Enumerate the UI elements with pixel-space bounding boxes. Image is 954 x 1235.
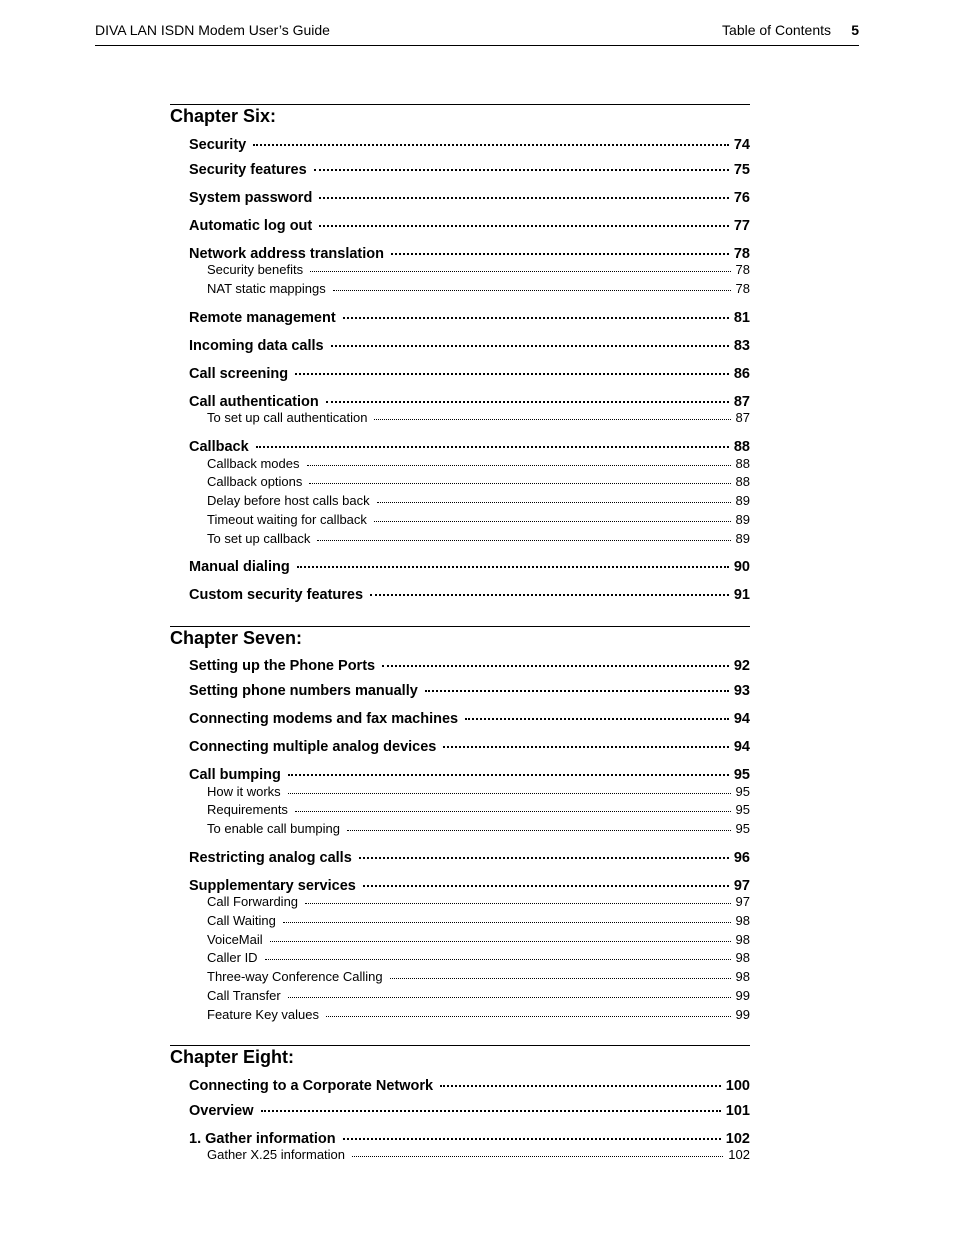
toc-entry-label: Security benefits [207,262,304,277]
toc-entry-page: 88 [733,438,750,455]
toc-entry-page: 98 [735,950,750,965]
toc-entry-label: Restricting analog calls [189,849,352,866]
toc-subentry[interactable] [207,472,750,489]
toc-entry[interactable] [189,185,750,206]
dot-leader [256,431,729,448]
toc-subentry[interactable] [207,260,750,277]
toc-entry-label: Call Forwarding [207,894,299,909]
toc-entry-label: Connecting multiple analog devices [189,738,437,755]
toc-entry-label: Setting phone numbers manually [189,682,418,699]
dot-leader [347,817,731,831]
page-header [95,21,859,46]
toc-entry-label: Incoming data calls [189,337,324,354]
dot-leader [443,731,729,748]
toc-entry-page: 100 [725,1077,750,1094]
dot-leader [309,470,730,484]
toc-subentry[interactable] [207,1145,750,1162]
toc-entry-page: 89 [735,512,750,527]
toc-entry-page: 102 [725,1130,750,1147]
toc-entry-label: How it works [207,784,281,799]
toc-entry-page: 96 [733,849,750,866]
toc-entry-page: 94 [733,710,750,727]
chapter-section [170,1045,750,1162]
dot-leader [425,675,729,692]
chapter-section [170,626,750,1022]
dot-leader [307,452,731,466]
toc-entry-page: 97 [735,894,750,909]
dot-leader [390,965,731,979]
toc-subentry[interactable] [207,510,750,527]
dot-leader [326,386,729,403]
toc-subentry[interactable] [207,819,750,836]
toc-entry-page: 87 [733,393,750,410]
toc-entry-label: Call authentication [189,393,319,410]
dot-leader [295,358,729,375]
chapter-title: Chapter Eight: [170,1047,294,1067]
dot-leader [305,890,730,904]
toc-entry[interactable] [189,157,750,178]
toc-entry-page: 76 [733,189,750,206]
toc-entry-label: Network address translation [189,245,384,262]
toc-entry-page: 75 [733,161,750,178]
dot-leader [319,210,729,227]
toc-subentry[interactable] [207,930,750,947]
dot-leader [333,277,731,291]
toc-entry-page: 94 [733,738,750,755]
dot-leader [295,798,731,812]
toc-entry-label: Call screening [189,365,289,382]
toc-entry-page: 95 [733,766,750,783]
toc-entry-label: VoiceMail [207,932,263,947]
toc-entry-label: Custom security features [189,586,364,603]
toc-entry-label: Timeout waiting for callback [207,512,367,527]
dot-leader [374,406,730,420]
toc-entry-label: Call bumping [189,766,281,783]
toc-subentry[interactable] [207,1005,750,1022]
toc-entry[interactable] [189,706,750,727]
toc-entry-label: Connecting modems and fax machines [189,710,459,727]
toc-subentry[interactable] [207,948,750,965]
dot-leader [288,759,729,776]
toc-entry[interactable] [189,361,750,382]
toc-subentry[interactable] [207,279,750,296]
toc-entry-label: Call Waiting [207,913,276,928]
toc-entry-label: To set up callback [207,531,311,546]
toc-subentry[interactable] [207,967,750,984]
toc-entry-label: System password [189,189,313,206]
toc-entry-page: 93 [733,682,750,699]
toc-entry-label: Three-way Conference Calling [207,969,383,984]
toc-entry-page: 91 [733,586,750,603]
toc-entry-page: 92 [733,657,750,674]
toc-subentry[interactable] [207,986,750,1003]
toc-entry-page: 88 [735,474,750,489]
dot-leader [440,1070,721,1087]
toc-entry-page: 78 [735,262,750,277]
dot-leader [317,527,730,541]
toc-entry-page: 99 [735,1007,750,1022]
guide-title: DIVA LAN ISDN Modem User’s Guide [95,22,330,38]
toc-entry-page: 89 [735,531,750,546]
dot-leader [288,780,731,794]
toc-entry-page: 89 [735,493,750,508]
dot-leader [465,703,729,720]
toc-entry[interactable] [189,678,750,699]
toc-entry-page: 98 [735,913,750,928]
toc-entry-label: Callback options [207,474,303,489]
toc-entry-page: 78 [733,245,750,262]
toc-entry-page: 95 [735,784,750,799]
dot-leader [343,1123,721,1140]
toc-entry-label: Requirements [207,802,288,817]
toc-entry-page: 101 [725,1102,750,1119]
section-title: Table of Contents [722,22,831,38]
dot-leader [331,330,729,347]
page-number: 5 [851,22,859,38]
toc-entry-label: Automatic log out [189,217,313,234]
toc-entry[interactable] [189,333,750,354]
toc-subentry[interactable] [207,491,750,508]
toc-entry[interactable] [189,1073,750,1094]
toc-entry-page: 95 [735,802,750,817]
toc-entry[interactable] [189,213,750,234]
toc-entry-label: Setting up the Phone Ports [189,657,376,674]
toc-entry-page: 88 [735,456,750,471]
toc-entry[interactable] [189,554,750,575]
toc-entry-page: 81 [733,309,750,326]
dot-leader [374,508,731,522]
toc-entry-label: Caller ID [207,950,258,965]
toc-entry[interactable] [189,734,750,755]
toc-entry[interactable] [189,1098,750,1119]
dot-leader [288,984,731,998]
toc-subentry[interactable] [207,782,750,799]
toc-entry-page: 95 [735,821,750,836]
dot-leader [314,154,729,171]
toc-subentry[interactable] [207,454,750,471]
toc-entry-label: Manual dialing [189,558,290,575]
toc-entry-page: 83 [733,337,750,354]
dot-leader [297,551,729,568]
toc-subentry[interactable] [207,800,750,817]
toc-entry-label: To set up call authentication [207,410,368,425]
dot-leader [382,650,729,667]
chapter-title: Chapter Six: [170,106,277,126]
dot-leader [352,1143,723,1157]
toc-entry-page: 86 [733,365,750,382]
dot-leader [391,238,729,255]
toc-entry-label: Supplementary services [189,877,356,894]
toc-entry-label: Remote management [189,309,336,326]
dot-leader [253,129,729,146]
dot-leader [359,842,729,859]
toc-entry[interactable] [189,653,750,674]
toc-entry-label: Callback modes [207,456,300,471]
toc-entry[interactable] [189,132,750,153]
toc-entry-page: 102 [728,1147,750,1162]
dot-leader [261,1095,721,1112]
toc-entry-label: Security features [189,161,307,178]
toc-entry-page: 77 [733,217,750,234]
toc-subentry[interactable] [207,408,750,425]
toc-entry-label: 1. Gather information [189,1130,336,1147]
toc-entry-page: 78 [735,281,750,296]
dot-leader [270,928,731,942]
toc-entry-page: 97 [733,877,750,894]
toc-entry-label: Feature Key values [207,1007,320,1022]
chapter-title: Chapter Seven: [170,628,303,648]
toc-entry-label: Gather X.25 information [207,1147,346,1162]
chapter-section [170,104,750,603]
toc-entry[interactable] [189,305,750,326]
toc-entry-label: Connecting to a Corporate Network [189,1077,434,1094]
toc-entry-page: 90 [733,558,750,575]
toc-entry-label: Call Transfer [207,988,281,1003]
toc-entry-label: Overview [189,1102,254,1119]
dot-leader [343,302,729,319]
dot-leader [377,489,731,503]
dot-leader [310,258,730,272]
toc-entry-label: To enable call bumping [207,821,340,836]
toc-entry[interactable] [189,845,750,866]
dot-leader [283,909,731,923]
toc-entry-label: Delay before host calls back [207,493,370,508]
toc-entry-page: 74 [733,136,750,153]
toc-subentry[interactable] [207,529,750,546]
toc-entry-label: Callback [189,438,249,455]
toc-entry-label: NAT static mappings [207,281,326,296]
dot-leader [326,1003,731,1017]
toc-subentry[interactable] [207,911,750,928]
dot-leader [319,182,729,199]
dot-leader [363,870,729,887]
toc-entry-page: 99 [735,988,750,1003]
toc-entry-page: 98 [735,932,750,947]
toc-entry-label: Security [189,136,247,153]
dot-leader [370,579,729,596]
toc-entry-page: 87 [735,410,750,425]
toc-entry-page: 98 [735,969,750,984]
dot-leader [265,946,731,960]
toc-entry[interactable] [189,582,750,603]
toc-subentry[interactable] [207,892,750,909]
